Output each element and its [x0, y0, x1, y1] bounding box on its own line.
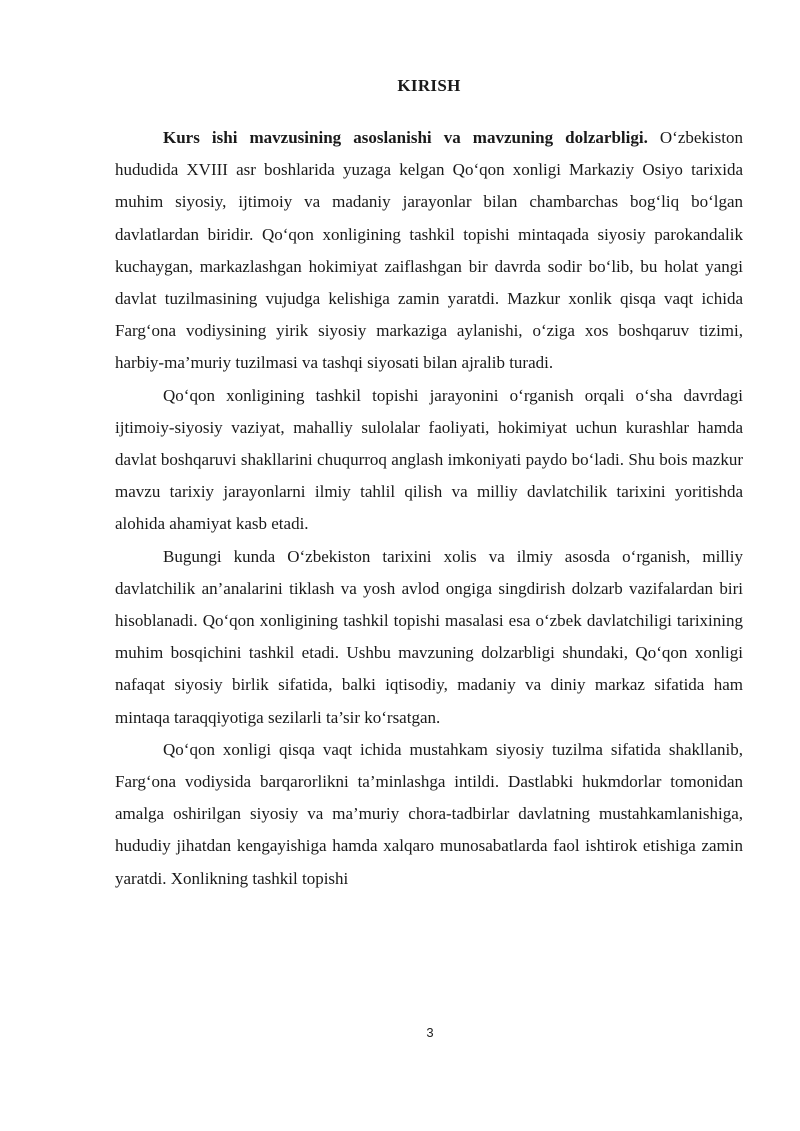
paragraph-text: Qo‘qon xonligining tashkil topishi jarayonini o‘rganish orqali o‘sha davrdagi ijtimoiy-siyosiy vaziyat, mahalliy sulolalar faoliyati, hokimiyat uchun kurashlar hamda davlat boshqaruvi shakllarini chuqurroq anglash imkoniyati paydo bo‘ladi. Shu bois mazkur mavzu tarixiy jarayonlarni ilmiy tahlil qilish va milliy davlatchilik tarixini yoritishda alohida ahamiyat kasb etadi. — [115, 385, 743, 534]
paragraph-text: Bugungi kunda O‘zbekiston tarixini xolis va ilmiy asosda o‘rganish, milliy davlatchilik an’analarini tiklash va yosh avlod ongiga singdirish dolzarb vazifalardan biri hisoblanadi. Qo‘qon xonligining tashkil topishi masalasi esa o‘zbek davlatchiligi tarixining muhim bosqichini tashkil etadi. Ushbu mavzuning dolzarbligi shundaki, Qo‘qon xonligi nafaqat siyosiy birlik sifatida, balki iqtisodiy, madaniy va diniy markaz sifatida ham mintaqa taraqqiyotiga sezilarli ta’sir ko‘rsatgan. — [115, 546, 743, 727]
paragraph-3 — [115, 541, 743, 734]
paragraph-text: O‘zbekiston hududida XVIII asr boshlarida yuzaga kelgan Qo‘qon xonligi Markaziy Osiyo tarixida muhim siyosiy, ijtimoiy va madaniy jarayonlar bilan chambarchas bog‘liq bo‘lgan davlatlardan biridir. Qo‘qon xonligining tashkil topishi mintaqada siyosiy parokandalik kuchaygan, markazlashgan hokimiyat zaiflashgan bir davrda sodir bo‘lib, bu holat yangi davlat tuzilmasining vujudga kelishiga zamin yaratdi. Mazkur xonlik qisqa vaqt ichida Farg‘ona vodiysining yirik siyosiy markaziga aylanishi, o‘ziga xos boshqaruv tizimi, harbiy-ma’muriy tuzilmasi va tashqi siyosati bilan ajralib turadi. — [115, 128, 743, 373]
paragraph-lead: Kurs ishi mavzusining asoslanishi va mavzuning dolzarbligi. — [163, 128, 648, 147]
paragraph-2 — [115, 380, 743, 541]
page-number: 3 — [426, 1025, 434, 1040]
paragraph-1 — [115, 122, 743, 380]
paragraph-text: Qo‘qon xonligi qisqa vaqt ichida mustahkam siyosiy tuzilma sifatida shakllanib, Farg‘ona vodiysida barqarorlikni ta’minlashga intildi. Dastlabki hukmdorlar tomonidan amalga oshirilgan siyosiy va ma’muriy chora-tadbirlar davlatning mustahkamlanishiga, hududiy jihatdan kengayishiga hamda xalqaro munosabatlarda faol ishtirok etishiga zamin yaratdi. Xonlikning tashkil topishi — [115, 739, 743, 888]
page-title: KIRISH — [397, 76, 461, 95]
document-body — [115, 122, 743, 895]
paragraph-4 — [115, 734, 743, 895]
